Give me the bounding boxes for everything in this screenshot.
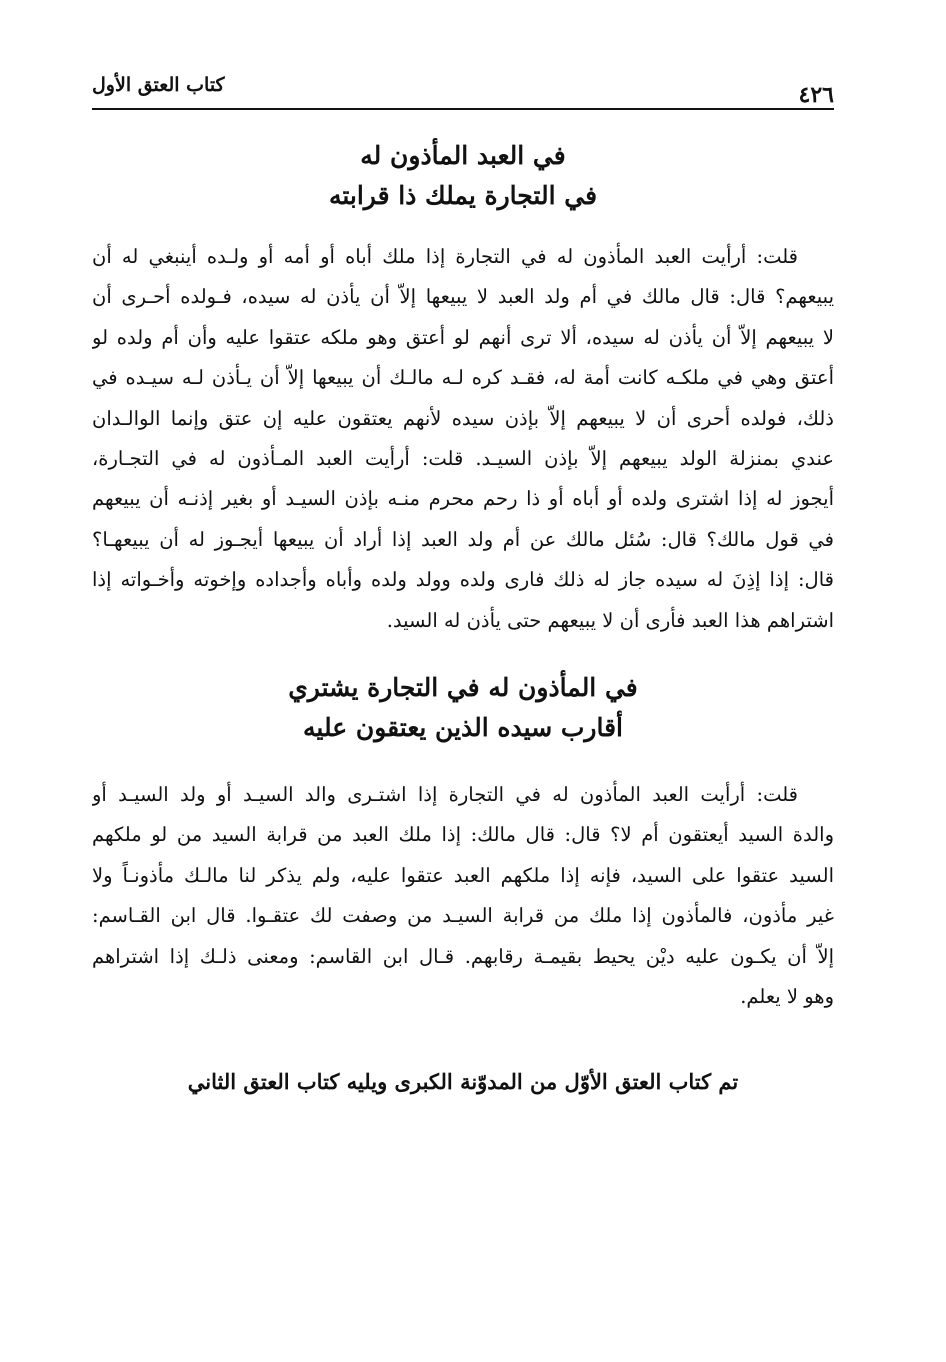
section-heading-1 — [92, 136, 834, 216]
text-line: السيد عتقوا على السيد، فإنه إذا ملكهم العبد عتقوا عليه، ولم يذكر لنا مالـك مأذونـاً ولا — [92, 863, 834, 887]
closing-note: تم كتاب العتق الأوّل من المدوّنة الكبرى ويليه كتاب العتق الثاني — [187, 1069, 739, 1094]
section-1-paragraph — [92, 237, 834, 641]
text-line: يبيعهم؟ قال: قال مالك في أم ولد العبد لا يبيعها إلاّ أن يأذن له سيده، فـولده أحـرى أن — [92, 285, 834, 309]
running-title: كتاب العتق الأول — [92, 74, 225, 96]
text-line: غير مأذون، فالمأذون إذا ملك من قرابة السيـد من وصفت لك عتقـوا. قال ابن القـاسم: — [92, 904, 834, 928]
text-line: قلت: أرأيت العبد المأذون له في التجارة إذا اشتـرى والد السيـد أو ولد السيـد أو — [92, 783, 798, 806]
text-line: إلاّ أن يكـون عليه ديْن يحيط بقيمـة رقابهم. قـال ابن القاسم: ومعنى ذلـك إذا اشتراهم — [92, 944, 834, 968]
page-number: ٤٢٦ — [798, 82, 834, 108]
heading-line: أقارب سيده الذين يعتقون عليه — [303, 713, 623, 742]
text-line: أعتق وهي في ملكـه كانت أمة له، فقـد كره لـه مالـك أن يبيعها إلاّ أن يـأذن لـه سيـده في — [92, 366, 834, 390]
text-line: قلت: أرأيت العبد المأذون له في التجارة إذا ملك أباه أو أمه أو ولـده أينبغي له أن — [92, 245, 798, 268]
heading-line: في المأذون له في التجارة يشتري — [288, 673, 638, 702]
text-line: عندي بمنزلة الولد يبيعهم إلاّ بإذن السيـد. قلت: أرأيت العبد المـأذون له في التجـارة، — [92, 446, 834, 470]
text-line: ذلك، فولده أحرى أن لا يبيعهم إلاّ بإذن سيده لأنهم يعتقون عليه إن عتق وإنما الوالـدان — [92, 406, 834, 430]
heading-line: في التجارة يملك ذا قرابته — [328, 181, 598, 210]
text-line: وهو لا يعلم. — [740, 984, 834, 1008]
section-heading-2 — [92, 668, 834, 748]
text-line: والدة السيد أيعتقون أم لا؟ قال: قال مالك: إذا ملك العبد من قرابة السيد من لو ملكهم — [92, 823, 834, 847]
text-line: لا يبيعهم إلاّ أن يأذن له سيده، ألا ترى أنهم لو أعتق وهو ملكه عتقوا عليه وأن أم ولده لو — [92, 325, 834, 349]
text-line: قال: إذا إذِنَ له سيده جاز له ذلك فارى ولده وولد ولده وأباه وأجداده وإخوته وأخـواته إذا — [92, 568, 834, 592]
text-line: أيجوز له إذا اشترى ولده أو أباه أو ذا رحم محرم منـه بإذن السيـد أو بغير إذنـه أن يبيعهم — [92, 487, 834, 511]
page-header — [92, 68, 834, 110]
section-2-paragraph — [92, 775, 834, 1017]
text-line: اشتراهم هذا العبد فأرى أن لا يبيعهم حتى يأذن له السيد. — [386, 608, 834, 632]
heading-line: في العبد المأذون له — [360, 141, 566, 170]
text-line: في قول مالك؟ قال: سُئل مالك عن أم ولد العبد إذا أراد أن يبيعها أيجـوز له أن يبيعهـا؟ — [92, 527, 834, 551]
